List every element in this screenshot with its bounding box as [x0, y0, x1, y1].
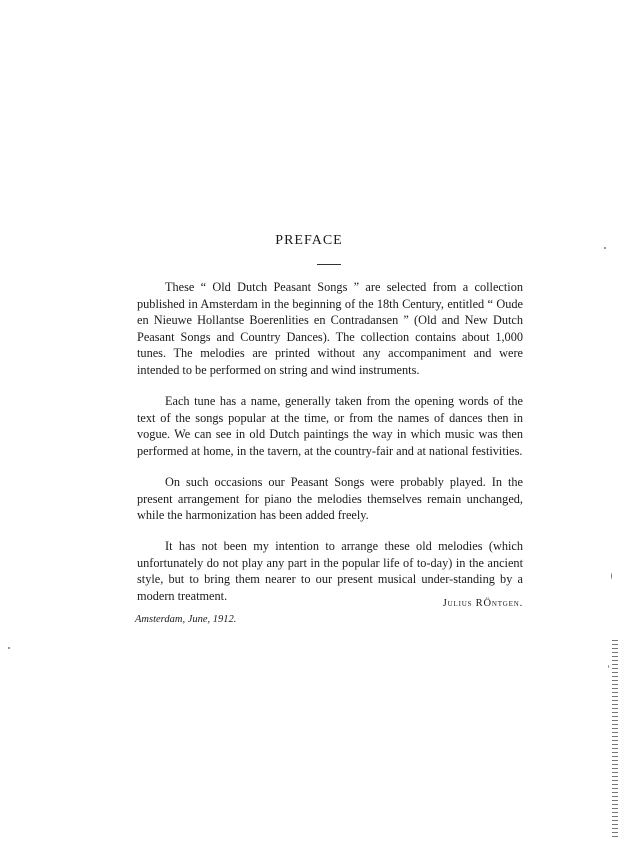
scan-speck: [604, 247, 606, 249]
paragraph-4: It has not been my intention to arrange these old melodies (which unfortunately do not play any part in the popular life of to-day) in the ancient style, but to bring them nearer to our present musical under-standing by a modern treatment.: [137, 539, 523, 603]
paragraph-2: Each tune has a name, generally taken from the opening words of the text of the songs popular at the time, or from the names of dances then in vogue. We can see in old Dutch paintings the way in which music was then performed at home, in the tavern, at the country-fair and at national festivities.: [137, 394, 523, 458]
scan-speck: [611, 573, 612, 579]
scan-speck: [8, 647, 10, 649]
scan-speck: [608, 665, 609, 668]
preface-body: [137, 279, 523, 605]
page-title: PREFACE: [275, 233, 343, 248]
paragraph-3: On such occasions our Peasant Songs were probably played. In the present arrangement for piano the melodies themselves remain unchanged, while the harmonization has been added freely.: [137, 474, 523, 523]
author-signature: Julius RÖntgen.: [442, 598, 523, 609]
title-divider: [317, 264, 341, 265]
scan-edge-marks: [612, 640, 618, 840]
place-date: Amsterdam, June, 1912.: [135, 614, 237, 625]
paragraph-1: These “ Old Dutch Peasant Songs ” are selected from a collection published in Amsterdam in the beginning of the 18th Century, entitled “ Oude en Nieuwe Hollantse Boerenlities en Contradansen ” (Old and New Dutch Peasant Songs and Country Dances). The collection contains about 1,000 tunes. The melodies are printed without any accompaniment and were intended to be performed on string and wind instruments.: [137, 280, 523, 377]
